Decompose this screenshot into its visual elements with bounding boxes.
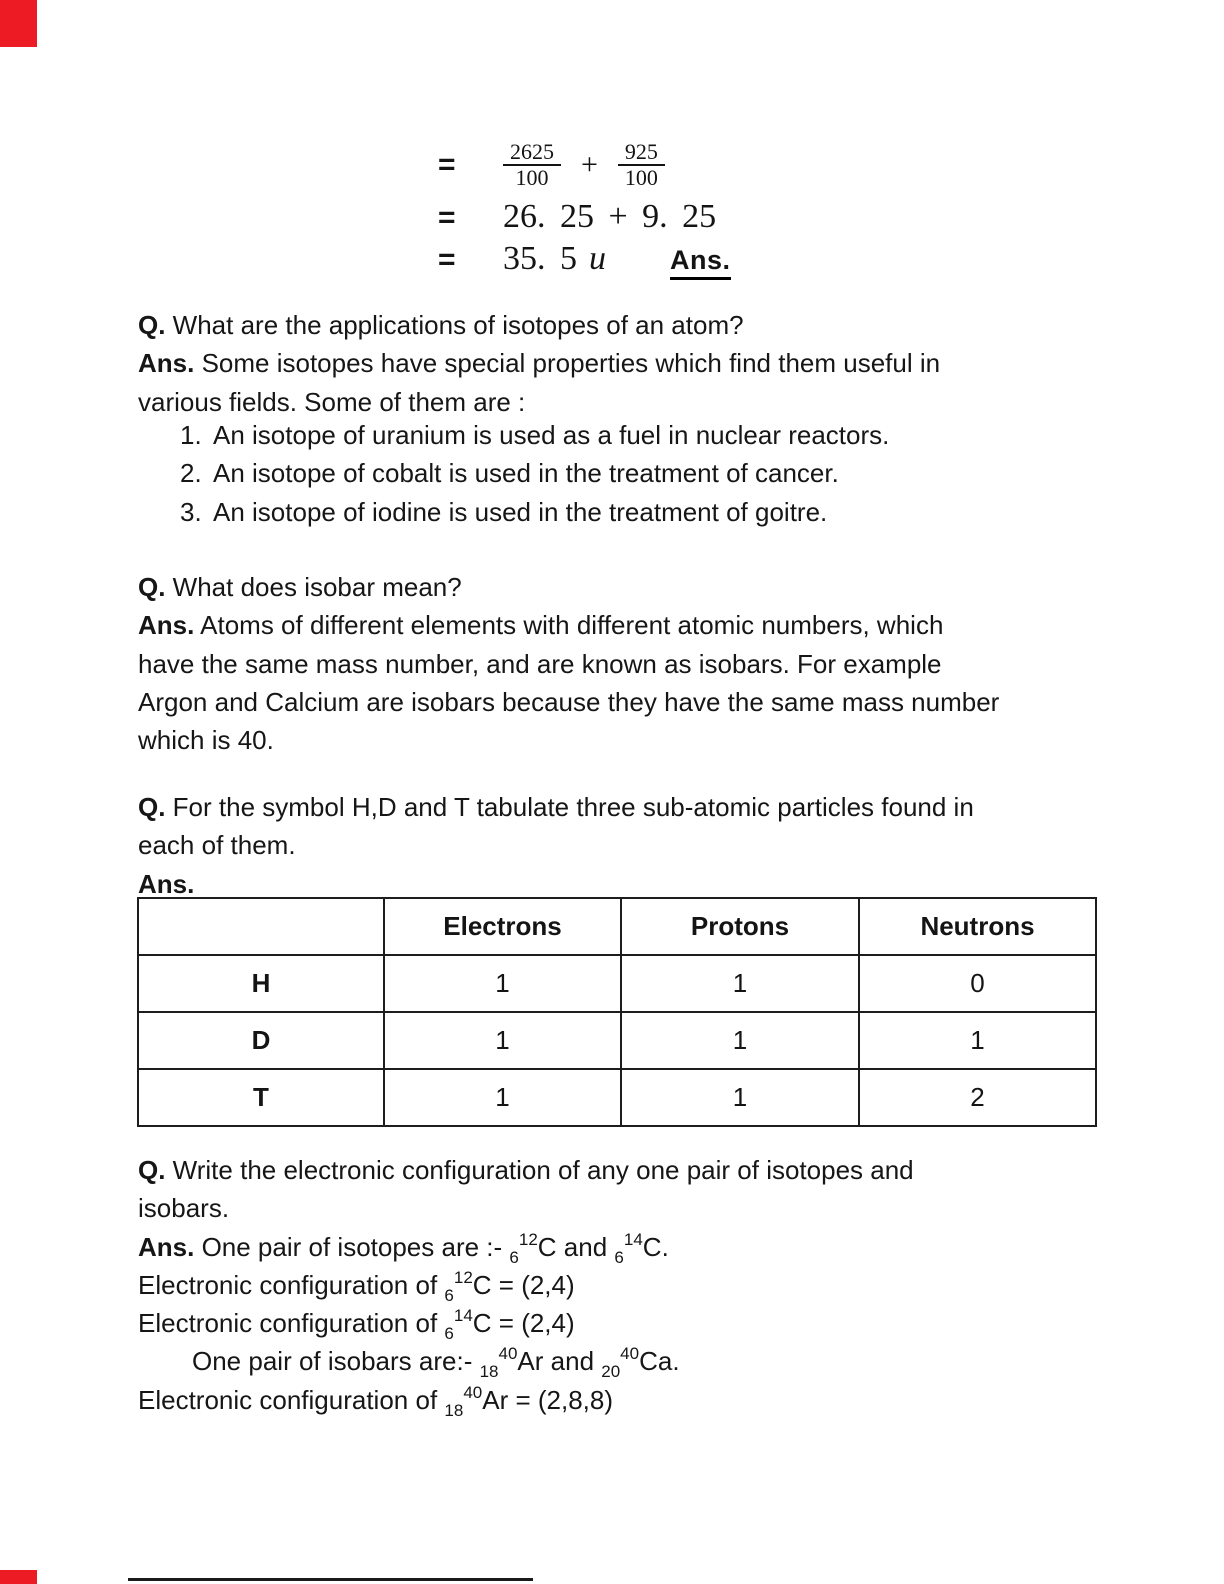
list-item xyxy=(138,416,1128,454)
table-row xyxy=(138,955,1096,1012)
atomic-number: 20 xyxy=(601,1362,621,1382)
equals-sign: = xyxy=(438,148,456,181)
answer-label: Ans. xyxy=(670,245,731,280)
cell-protons: 1 xyxy=(621,955,859,1012)
fraction-denominator: 100 xyxy=(618,164,665,190)
subatomic-particles-table xyxy=(137,897,1097,1127)
question-label: Q. xyxy=(138,572,166,602)
answer-line: Ans. Some isotopes have special properties which find them useful in xyxy=(138,348,941,379)
header-cell-blank xyxy=(138,898,384,955)
cell-protons: 1 xyxy=(621,1012,859,1069)
table-header-row xyxy=(138,898,1096,955)
fraction-denominator: 100 xyxy=(503,164,561,190)
answer-label: Ans. xyxy=(138,348,195,379)
element-symbol: C xyxy=(472,1269,492,1300)
answer-line: have the same mass number, and are known as isobars. For example xyxy=(138,648,942,679)
page-corner-marker-bottom xyxy=(0,1570,37,1584)
fraction-numerator: 2625 xyxy=(510,139,554,164)
list-number: 2. xyxy=(180,458,202,489)
equals-sign: = xyxy=(438,201,456,234)
question-block-electronic-config xyxy=(138,1151,1128,1419)
page-corner-marker-top xyxy=(0,0,37,47)
question-line: Q. What are the applications of isotopes of an atom? xyxy=(138,310,744,340)
question-block-applications xyxy=(138,306,1128,421)
mass-number: 40 xyxy=(620,1344,640,1364)
cell-neutrons: 1 xyxy=(859,1012,1096,1069)
mass-number: 12 xyxy=(453,1267,473,1287)
element-symbol: C xyxy=(537,1231,557,1262)
answer-line: various fields. Some of them are : xyxy=(138,386,526,417)
list-number: 1. xyxy=(180,420,202,450)
element-symbol: Ar xyxy=(517,1346,544,1377)
answer-line-isotopes: Ans. One pair of isotopes are :- $_6^{12}$C and $_6^{14}$C. xyxy=(138,1229,669,1267)
question-line: each of them. xyxy=(138,830,296,861)
row-label: H xyxy=(138,955,384,1012)
atomic-number: 18 xyxy=(444,1400,464,1420)
element-symbol: Ca xyxy=(639,1346,673,1377)
question-label: Q. xyxy=(138,792,166,822)
cell-electrons: 1 xyxy=(384,955,621,1012)
question-line: Q. For the symbol H,D and T tabulate three sub-atomic particles found in xyxy=(138,792,974,822)
question-block-isobar xyxy=(138,568,1128,759)
answer-label: Ans. xyxy=(138,1231,195,1262)
cell-neutrons: 0 xyxy=(859,955,1096,1012)
answer-label: Ans. xyxy=(138,868,195,899)
isotope-applications-list xyxy=(138,416,1128,531)
table-row xyxy=(138,1069,1096,1126)
answer-line: which is 40. xyxy=(138,725,274,756)
math-expression: 26. 25 + 9. 25 xyxy=(503,198,717,235)
header-cell-protons: Protons xyxy=(621,898,859,955)
cell-electrons: 1 xyxy=(384,1069,621,1126)
math-line-fractions xyxy=(438,140,665,190)
answer-line-config-c14: Electronic configuration of $_6^{14}$C = (2,4) xyxy=(138,1306,575,1344)
atomic-number: 6 xyxy=(444,1324,454,1344)
question-line: Q. What does isobar mean? xyxy=(138,572,462,602)
atomic-number: 6 xyxy=(444,1285,454,1305)
element-symbol: Ar xyxy=(482,1384,509,1415)
answer-line-config-ar: Electronic configuration of $_{18}^{40}$Ar = (2,8,8) xyxy=(138,1382,614,1420)
cell-protons: 1 xyxy=(621,1069,859,1126)
cell-electrons: 1 xyxy=(384,1012,621,1069)
element-symbol: C xyxy=(472,1308,492,1339)
mass-number: 40 xyxy=(463,1382,483,1402)
list-item-text: An isotope of iodine is used in the treatment of goitre. xyxy=(213,496,828,527)
list-number: 3. xyxy=(180,496,202,527)
question-block-hdt xyxy=(138,788,1128,903)
math-unit: u xyxy=(589,240,606,277)
plus-sign: + xyxy=(581,148,598,181)
element-symbol: C xyxy=(642,1231,662,1262)
list-item-text: An isotope of uranium is used as a fuel in nuclear reactors. xyxy=(213,420,890,450)
list-item-text: An isotope of cobalt is used in the treatment of cancer. xyxy=(213,458,839,489)
mass-number: 14 xyxy=(453,1306,473,1326)
answer-line: Ans. Atoms of different elements with different atomic numbers, which xyxy=(138,610,944,641)
mass-number: 14 xyxy=(623,1229,643,1249)
row-label: D xyxy=(138,1012,384,1069)
math-result-value: 35. 5 xyxy=(503,240,577,277)
header-cell-electrons: Electrons xyxy=(384,898,621,955)
answer-line-config-c12: Electronic configuration of $_6^{12}$C = (2,4) xyxy=(138,1267,575,1305)
mass-number: 40 xyxy=(498,1344,518,1364)
atomic-number: 6 xyxy=(509,1247,519,1267)
atomic-number: 6 xyxy=(614,1247,624,1267)
fraction-925-100 xyxy=(618,140,665,190)
answer-line-isobars: One pair of isobars are:- $_{18}^{40}$Ar and $_{20}^{40}$Ca. xyxy=(192,1344,680,1382)
math-line-result xyxy=(438,240,731,280)
answer-label: Ans. xyxy=(138,610,195,641)
header-cell-neutrons: Neutrons xyxy=(859,898,1096,955)
question-label: Q. xyxy=(138,310,166,340)
row-label: T xyxy=(138,1069,384,1126)
math-line-sum xyxy=(438,198,716,236)
cell-neutrons: 2 xyxy=(859,1069,1096,1126)
table-row xyxy=(138,1012,1096,1069)
next-page-table-border xyxy=(128,1578,533,1581)
equals-sign: = xyxy=(438,243,456,276)
fraction-2625-100 xyxy=(503,140,561,190)
answer-line: Argon and Calcium are isobars because they have the same mass number xyxy=(138,686,1000,717)
mass-number: 12 xyxy=(518,1229,538,1249)
fraction-numerator: 925 xyxy=(624,139,658,164)
question-line: Q. Write the electronic configuration of any one pair of isotopes and xyxy=(138,1155,914,1185)
question-line: isobars. xyxy=(138,1193,230,1224)
atomic-number: 18 xyxy=(479,1362,499,1382)
list-item xyxy=(138,454,1128,492)
list-item xyxy=(138,493,1128,531)
question-label: Q. xyxy=(138,1155,166,1185)
